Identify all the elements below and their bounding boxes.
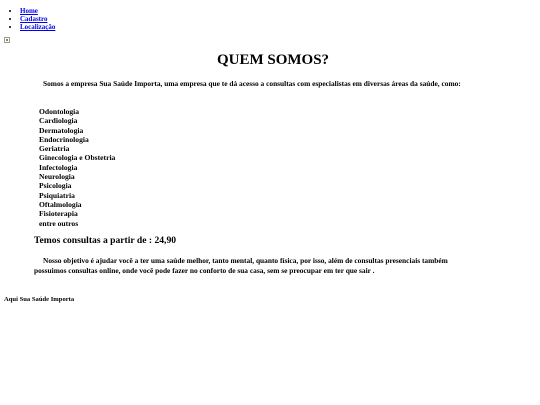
page-title: QUEM SOMOS? — [216, 52, 330, 68]
specialty-item: Dermatologia — [39, 125, 84, 135]
specialty-item: Cardiologia — [39, 116, 78, 126]
specialty-item: Psiquiatria — [39, 190, 75, 200]
nav-link-cadastro[interactable]: Cadastro — [20, 15, 48, 23]
specialty-item: Odontologia — [39, 107, 80, 116]
nav-item-localizacao — [20, 23, 55, 31]
intro-paragraph: Somos a empresa Sua Saúde Importa, uma empresa que te dá acesso a consultas com especialistas em diversas áreas da saúde, como: — [43, 79, 461, 88]
specialty-item: Fisioterapia — [39, 209, 78, 219]
footer-text: Aqui Sua Saúde Importa — [4, 296, 75, 303]
specialty-item: entre outros — [39, 218, 79, 228]
specialty-item: Infectologia — [39, 162, 78, 172]
nav-item-home — [20, 7, 55, 15]
specialty-item: Endocrinologia — [39, 134, 89, 144]
broken-image-icon — [4, 37, 10, 43]
nav-link-localizacao[interactable]: Localização — [20, 23, 56, 31]
objective-paragraph: Nosso objetivo é ajudar você a ter uma saúde melhor, tanto mental, quanto física, por isso, além de consultas presenciais também possuimos consultas online, onde você pode fazer no conforto de sua casa, sem se preocupar em ter que sair . — [34, 256, 448, 275]
specialty-item: Neurologia — [39, 172, 75, 182]
nav-item-cadastro — [20, 15, 55, 23]
specialties-list — [39, 107, 115, 228]
main-nav — [8, 7, 55, 31]
nav-link-home[interactable]: Home — [20, 7, 38, 15]
price-heading: Temos consultas a partir de : 24,90 — [34, 235, 177, 246]
specialty-item: Psicologia — [39, 181, 72, 191]
specialty-item: Ginecologia e Obstetria — [39, 153, 116, 163]
specialty-item: Oftalmologia — [39, 199, 82, 209]
specialty-item: Geriatria — [39, 144, 70, 154]
